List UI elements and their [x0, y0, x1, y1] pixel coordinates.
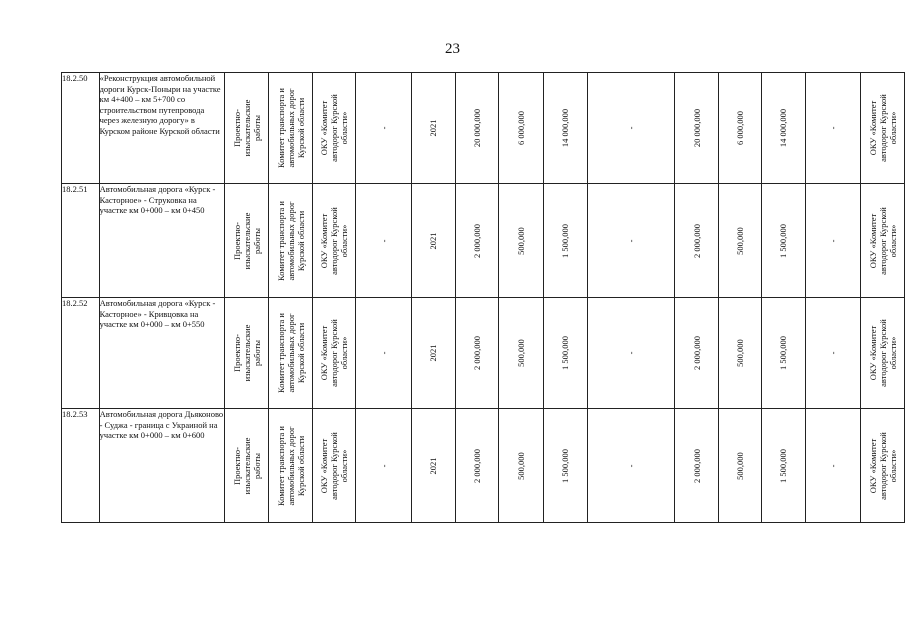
- total-cell: [455, 298, 498, 409]
- customer-cell: [269, 298, 312, 409]
- v1b-cell: [718, 184, 761, 298]
- total2-cell-text: 2 000,000: [691, 448, 702, 483]
- v1b-cell-text: 500,000: [734, 451, 745, 480]
- total-cell: [455, 409, 498, 523]
- total-cell: [455, 73, 498, 184]
- dash-cell: [356, 298, 412, 409]
- customer-cell: [269, 184, 312, 298]
- v2b-cell-text: 14 000,000: [778, 108, 789, 148]
- dash-cell-text: -: [378, 239, 389, 242]
- v1-cell-text: 500,000: [516, 226, 527, 255]
- executor-cell: [312, 409, 355, 523]
- customer-cell-text: Комитет транспорта и автомобильных дорог Курской области: [275, 425, 306, 506]
- v3b-cell-text: -: [827, 351, 838, 355]
- v1b-cell-text: 500,000: [734, 339, 745, 367]
- v2-cell-text: 1 500,000: [560, 336, 571, 370]
- budget-table: [61, 72, 905, 523]
- dash-cell-text: -: [378, 464, 389, 467]
- total-cell: [455, 184, 498, 298]
- total-cell-text: 2 000,000: [471, 223, 482, 258]
- v1b-cell: [718, 409, 761, 523]
- year-cell: [412, 409, 455, 523]
- customer-cell-text: Комитет транспорта и автомобильных дорог Курской области: [275, 88, 306, 168]
- v2b-cell: [762, 73, 805, 184]
- v2-cell-text: 1 500,000: [560, 448, 571, 483]
- table-row: [62, 298, 905, 409]
- v1-cell: [498, 409, 543, 523]
- recipient-cell-text: ОКУ «Комитет автодорог Курской области»: [867, 206, 898, 275]
- recipient-cell: [861, 184, 905, 298]
- v1-cell-text: 500,000: [516, 339, 527, 367]
- v2-cell: [544, 73, 587, 184]
- v2-cell: [544, 298, 587, 409]
- recipient-cell-text: ОКУ «Комитет автодорог Курской области»: [867, 94, 898, 162]
- object-name: Автомобильная дорога «Курск - Касторное» - Кривцовка на участке км 0+000 – км 0+550: [99, 298, 225, 409]
- v1b-cell: [718, 298, 761, 409]
- table-row: [62, 409, 905, 523]
- v3b-cell-text: -: [827, 126, 838, 130]
- v2b-cell: [762, 409, 805, 523]
- year-cell: [412, 184, 455, 298]
- executor-cell-text: ОКУ «Комитет автодорог Курской области»: [319, 206, 350, 275]
- v2-cell-text: 1 500,000: [560, 223, 571, 258]
- total2-cell: [675, 73, 718, 184]
- executor-cell: [312, 73, 355, 184]
- year-cell-text: 2021: [428, 344, 439, 362]
- total2-cell: [675, 409, 718, 523]
- v3b-cell: [805, 409, 861, 523]
- row-number: 18.2.53: [62, 409, 100, 523]
- dash-cell: [356, 409, 412, 523]
- v2b-cell: [762, 184, 805, 298]
- work-type-cell: [225, 73, 269, 184]
- dash-cell-text: -: [378, 351, 389, 355]
- object-name: «Реконструкция автомобильной дороги Курск-Поныри на участке км 4+400 – км 5+700 со строительством путепровода через железную дорогу» в Курском районе Курской области: [99, 73, 225, 184]
- dash-cell: [356, 73, 412, 184]
- v2b-cell-text: 1 500,000: [778, 336, 789, 370]
- executor-cell-text: ОКУ «Комитет автодорог Курской области»: [319, 319, 350, 387]
- object-name: Автомобильная дорога «Курск - Касторное» - Струковка на участке км 0+000 – км 0+450: [99, 184, 225, 298]
- total-cell-text: 2 000,000: [471, 336, 482, 370]
- customer-cell: [269, 409, 312, 523]
- dash-cell: [356, 184, 412, 298]
- v2b-cell: [762, 298, 805, 409]
- work-type-cell: [225, 409, 269, 523]
- v3b-cell: [805, 184, 861, 298]
- table-row: [62, 73, 905, 184]
- v2-cell-text: 14 000,000: [560, 108, 571, 148]
- v2b-cell-text: 1 500,000: [778, 448, 789, 483]
- v1-cell: [498, 184, 543, 298]
- total2-cell-text: 2 000,000: [691, 223, 702, 258]
- recipient-cell: [861, 409, 905, 523]
- recipient-cell: [861, 298, 905, 409]
- v3b-cell: [805, 73, 861, 184]
- v3b-cell-text: -: [827, 464, 838, 467]
- work-type-cell-text: Проектно-изыскательские работы: [231, 324, 262, 382]
- v2-cell: [544, 409, 587, 523]
- customer-cell-text: Комитет транспорта и автомобильных дорог Курской области: [275, 200, 306, 281]
- v1b-cell-text: 6 000,000: [734, 111, 745, 145]
- v2-cell: [544, 184, 587, 298]
- year-cell-text: 2021: [428, 119, 439, 137]
- executor-cell: [312, 184, 355, 298]
- row-number: 18.2.52: [62, 298, 100, 409]
- total2-cell: [675, 184, 718, 298]
- recipient-cell-text: ОКУ «Комитет автодорог Курской области»: [867, 319, 898, 387]
- v3-cell: [587, 409, 675, 523]
- work-type-cell-text: Проектно-изыскательские работы: [231, 99, 262, 157]
- v1-cell: [498, 298, 543, 409]
- work-type-cell: [225, 298, 269, 409]
- year-cell-text: 2021: [428, 457, 439, 474]
- row-number: 18.2.51: [62, 184, 100, 298]
- year-cell: [412, 298, 455, 409]
- v2b-cell-text: 1 500,000: [778, 223, 789, 258]
- executor-cell: [312, 298, 355, 409]
- total2-cell-text: 2 000,000: [691, 336, 702, 370]
- executor-cell-text: ОКУ «Комитет автодорог Курской области»: [319, 431, 350, 500]
- customer-cell-text: Комитет транспорта и автомобильных дорог Курской области: [275, 313, 306, 393]
- v1-cell: [498, 73, 543, 184]
- v3-cell-text: -: [626, 464, 636, 467]
- v3-cell: [587, 73, 675, 184]
- v1b-cell: [718, 73, 761, 184]
- total-cell-text: 2 000,000: [471, 448, 482, 483]
- work-type-cell: [225, 184, 269, 298]
- customer-cell: [269, 73, 312, 184]
- object-name: Автомобильная дорога Дьяконово - Суджа - граница с Украиной на участке км 0+000 – км 0+600: [99, 409, 225, 523]
- table-row: [62, 184, 905, 298]
- v3b-cell-text: -: [827, 239, 838, 242]
- v1-cell-text: 6 000,000: [516, 111, 527, 145]
- executor-cell-text: ОКУ «Комитет автодорог Курской области»: [319, 94, 350, 162]
- row-number: 18.2.50: [62, 73, 100, 184]
- v1-cell-text: 500,000: [516, 451, 527, 480]
- v3-cell-text: -: [626, 239, 636, 242]
- v1b-cell-text: 500,000: [734, 226, 745, 255]
- v3-cell: [587, 298, 675, 409]
- work-type-cell-text: Проектно-изыскательские работы: [231, 437, 262, 494]
- work-type-cell-text: Проектно-изыскательские работы: [231, 212, 262, 269]
- v3-cell-text: -: [626, 126, 636, 130]
- v3-cell: [587, 184, 675, 298]
- v3b-cell: [805, 298, 861, 409]
- total-cell-text: 20 000,000: [471, 108, 482, 148]
- year-cell: [412, 73, 455, 184]
- recipient-cell: [861, 73, 905, 184]
- v3-cell-text: -: [626, 351, 636, 355]
- total2-cell-text: 20 000,000: [691, 108, 702, 148]
- recipient-cell-text: ОКУ «Комитет автодорог Курской области»: [867, 431, 898, 500]
- dash-cell-text: -: [378, 126, 389, 130]
- page-number: 23: [445, 41, 460, 57]
- total2-cell: [675, 298, 718, 409]
- year-cell-text: 2021: [428, 232, 439, 249]
